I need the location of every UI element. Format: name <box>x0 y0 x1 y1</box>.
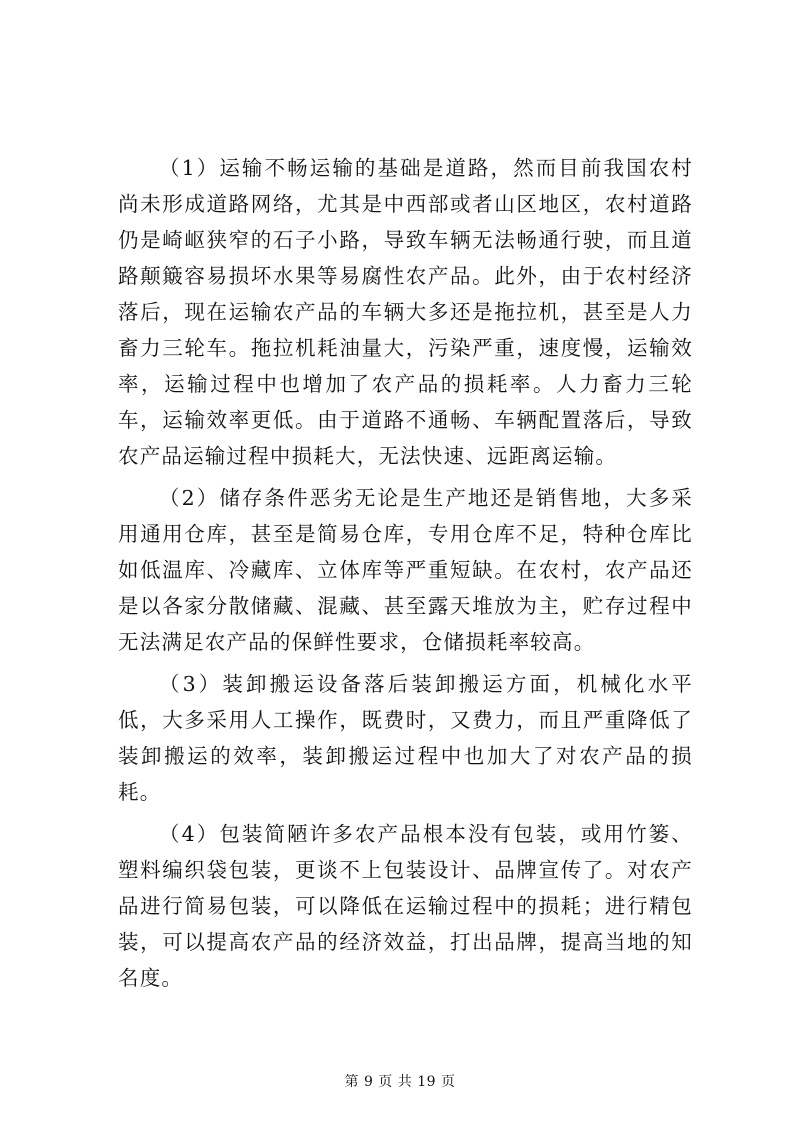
page-number: 第 9 页 共 19 页 <box>344 1074 456 1090</box>
paragraph-packaging: （4）包装简陋许多农产品根本没有包装，或用竹篓、塑料编织袋包装，更谈不上包装设计、品牌宣传了。对农产品进行简易包装，可以降低在运输过程中的损耗；进行精包装，可以提高农产品的经济效益，打出品牌，提高当地的知名度。 <box>118 822 693 990</box>
paragraph-storage: （2）储存条件恶劣无论是生产地还是销售地，大多采用通用仓库，甚至是简易仓库，专用仓库不足，特种仓库比如低温库、冷藏库、立体库等严重短缺。在农村，农产品还是以各家分散储藏、混藏、甚至露天堆放为主，贮存过程中无法满足农产品的保鲜性要求，仓储损耗率较高。 <box>118 486 693 654</box>
page-footer <box>0 1073 800 1091</box>
paragraph-transport: （1）运输不畅运输的基础是道路，然而目前我国农村尚未形成道路网络，尤其是中西部或者山区地区，农村道路仍是崎岖狭窄的石子小路，导致车辆无法畅通行驶，而且道路颠簸容易损坏水果等易腐性农产品。此外，由于农村经济落后，现在运输农产品的车辆大多还是拖拉机，甚至是人力畜力三轮车。拖拉机耗油量大，污染严重，速度慢，运输效率，运输过程中也增加了农产品的损耗率。人力畜力三轮车，运输效率更低。由于道路不通畅、车辆配置落后，导致农产品运输过程中损耗大，无法快速、远距离运输。 <box>118 156 693 468</box>
paragraph-handling: （3）装卸搬运设备落后装卸搬运方面，机械化水平低，大多采用人工操作，既费时，又费力，而且严重降低了装卸搬运的效率，装卸搬运过程中也加大了对农产品的损耗。 <box>118 672 693 804</box>
document-body <box>118 150 693 996</box>
